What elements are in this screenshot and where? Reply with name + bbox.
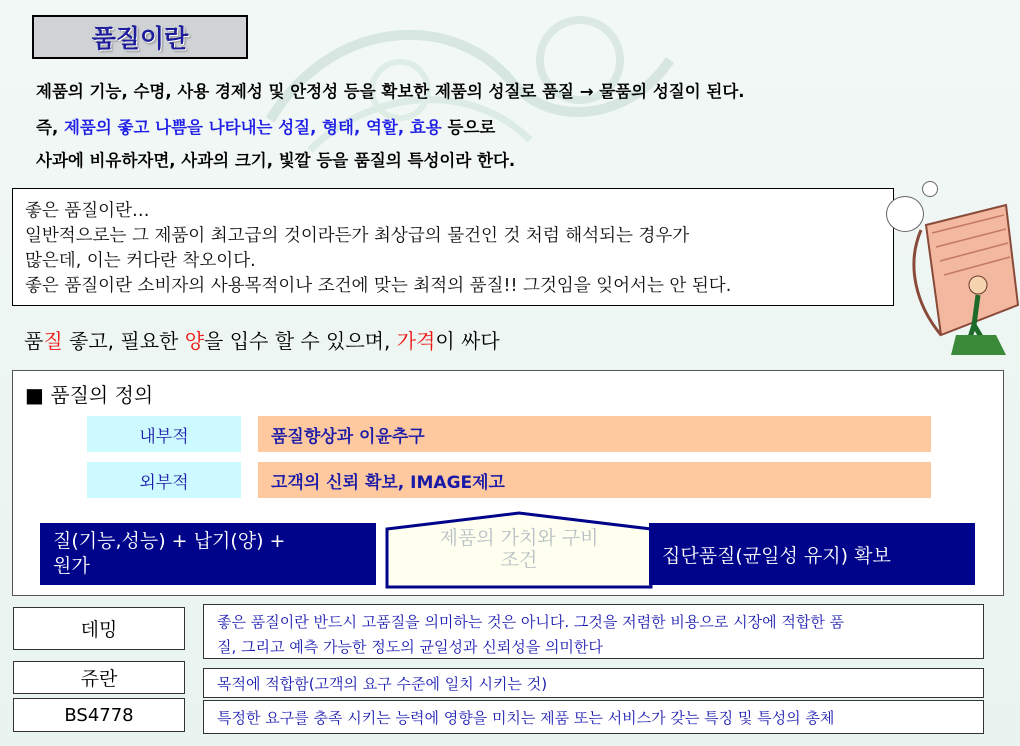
quality-catchline: 품질 좋고, 필요한 양을 입수 할 수 있으며, 가격이 싸다 <box>24 329 500 353</box>
internal-value: 품질향상과 이윤추구 <box>258 416 931 452</box>
quality-components-box: 질(기능,성능) + 납기(양) + 원가 <box>40 523 376 585</box>
intro-line-1: 제품의 기능, 수명, 사용 경제성 및 안정성 등을 확보한 제품의 성질로 품질 → 물품의 성질이 된다. <box>36 82 745 101</box>
intro-highlight: 제품의 좋고 나쁨을 나타내는 성질, 형태, 역할, 효용 <box>63 118 442 137</box>
deming-label: 데밍 <box>13 607 185 650</box>
bs4778-label: BS4778 <box>13 698 185 732</box>
quote-line-4: 좋은 품질이란 소비자의 사용목적이나 조건에 맞는 최적의 품질!! 그것임을 잊어서는 안 된다. <box>25 276 732 296</box>
group-quality-box: 집단품질(균일성 유지) 확보 <box>649 523 975 585</box>
definition-panel <box>12 370 1004 596</box>
quote-line-2: 일반적으로는 그 제품이 최고급의 것이라든가 최상급의 물건인 것 처럼 해석되는 경우가 <box>25 226 690 246</box>
intro-line-3: 사과에 비유하자면, 사과의 크기, 빛깔 등을 품질의 특성이라 한다. <box>36 151 516 170</box>
bs4778-definition: 특정한 요구를 충족 시키는 능력에 영향을 미치는 제품 또는 서비스가 갖는 특징 및 특성의 총체 <box>203 700 984 734</box>
definition-heading: ■ 품질의 정의 <box>25 383 154 407</box>
external-label: 외부적 <box>87 462 241 498</box>
product-value-box: 제품의 가치와 구비 조건 <box>439 527 599 571</box>
intro-line-2: 즉, 제품의 좋고 나쁨을 나타내는 성질, 형태, 역할, 효용 등으로 <box>36 118 496 137</box>
quote-line-3: 많은데, 이는 커다란 착오이다. <box>25 251 256 271</box>
deming-definition: 좋은 품질이란 반드시 고품질을 의미하는 것은 아니다. 그것을 저렴한 비용으로 시장에 적합한 품 질, 그리고 예측 가능한 정도의 균일성과 신뢰성을 의미한다 <box>203 604 984 659</box>
juran-definition: 목적에 적합함(고객의 요구 수준에 일치 시키는 것) <box>203 668 984 698</box>
juran-label: 쥬란 <box>13 661 185 694</box>
quote-box <box>12 188 894 306</box>
internal-label: 내부적 <box>87 416 241 452</box>
clipboard-figure-icon <box>896 185 1020 360</box>
external-value: 고객의 신뢰 확보, IMAGE제고 <box>258 462 931 498</box>
quote-line-1: 좋은 품질이란… <box>25 201 150 221</box>
page-title: 품질이란 <box>32 15 248 59</box>
